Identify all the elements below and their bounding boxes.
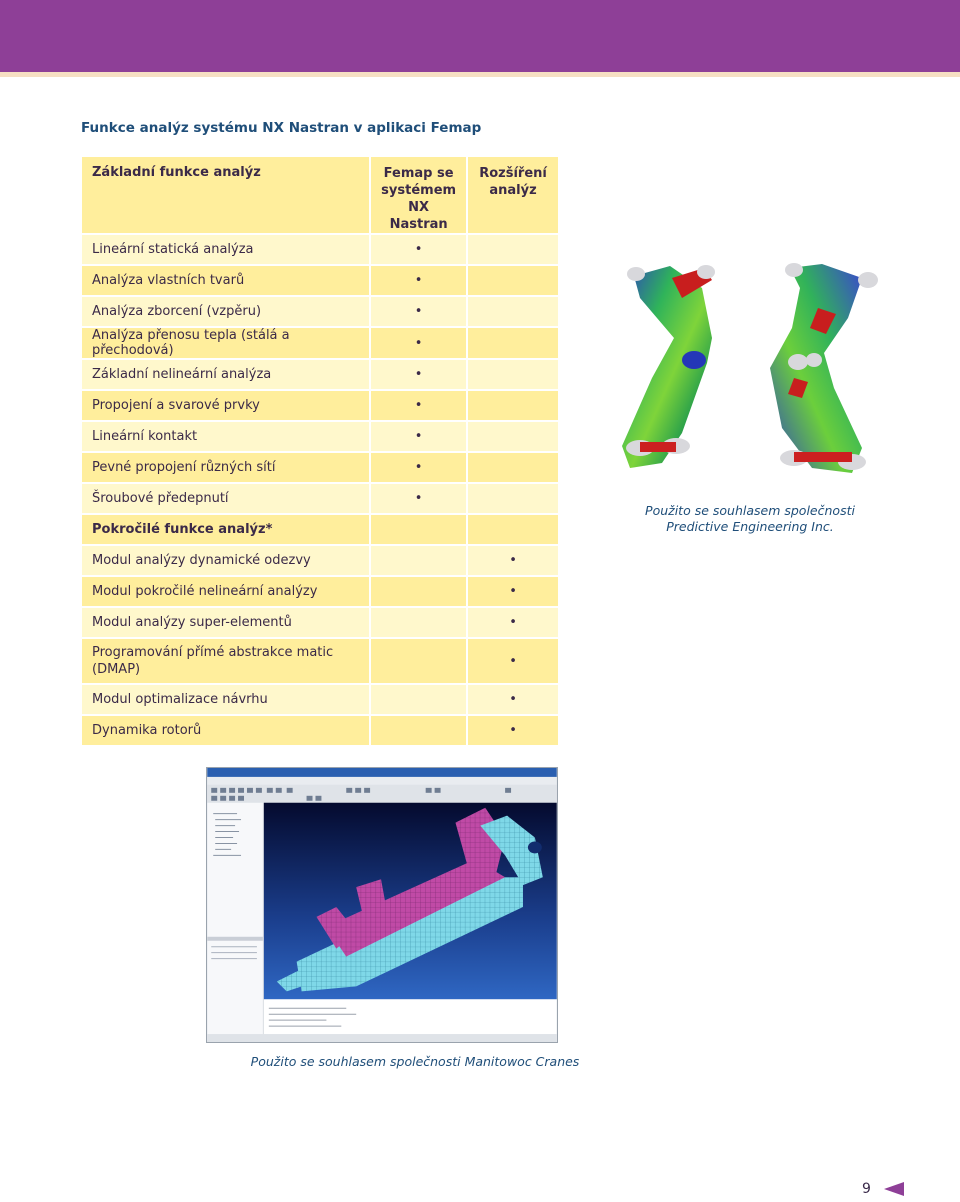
menu-bar — [207, 777, 556, 785]
table-row: Pevné propojení různých sítí • — [82, 453, 558, 484]
table-row: Modul analýzy super-elementů • — [82, 608, 558, 639]
header-basic-functions: Základní funkce analýz — [82, 157, 371, 235]
status-bar — [207, 1034, 556, 1042]
figure-bottom-caption: Použito se souhlasem společnosti Manitowoc Cranes — [250, 1054, 580, 1069]
window-title-bar — [207, 768, 556, 777]
table-row: Lineární kontakt • — [82, 422, 558, 453]
table-row: Modul analýzy dynamické odezvy • — [82, 546, 558, 577]
page-arrow-icon — [884, 1182, 904, 1196]
table-row: Propojení a svarové prvky • — [82, 391, 558, 422]
section-title: Funkce analýz systému NX Nastran v aplikaci Femap — [81, 120, 482, 136]
model-tree-panel — [207, 803, 263, 1041]
figure-right-caption: Použito se souhlasem společnosti Predictive Engineering Inc. — [645, 503, 855, 534]
advanced-functions-header: Pokročilé funkce analýz* — [82, 515, 371, 546]
table-row: Šroubové předepnutí • — [82, 484, 558, 515]
table-header-row — [82, 157, 558, 235]
page-number: 9 — [862, 1181, 871, 1197]
table-row: Dynamika rotorů • — [82, 716, 558, 747]
femap-screenshot — [206, 767, 558, 1043]
header-femap-nx-nastran: Femap se systémem NX Nastran — [371, 157, 468, 235]
header-bar — [0, 0, 960, 72]
table-row: Analýza vlastních tvarů • — [82, 266, 558, 297]
table-row: Programování přímé abstrakce matic (DMAP) • — [82, 639, 558, 685]
table-row: Lineární statická analýza • — [82, 235, 558, 266]
table-row: Analýza přenosu tepla (stálá a přechodová) • — [82, 328, 558, 360]
table-row: Analýza zborcení (vzpěru) • — [82, 297, 558, 328]
header-stripe — [0, 72, 960, 77]
right-bracket-model — [770, 263, 878, 473]
table-row: Základní nelineární analýza • — [82, 360, 558, 391]
analysis-functions-table — [82, 157, 558, 747]
left-bracket-model — [622, 265, 715, 468]
fea-bracket-figure — [612, 258, 888, 486]
advanced-functions-header-row — [82, 515, 558, 546]
toolbar — [207, 785, 556, 803]
table-row: Modul pokročilé nelineární analýzy • — [82, 577, 558, 608]
table-row: Modul optimalizace návrhu • — [82, 685, 558, 716]
header-analysis-extensions: Rozšíření analýz — [468, 157, 558, 235]
